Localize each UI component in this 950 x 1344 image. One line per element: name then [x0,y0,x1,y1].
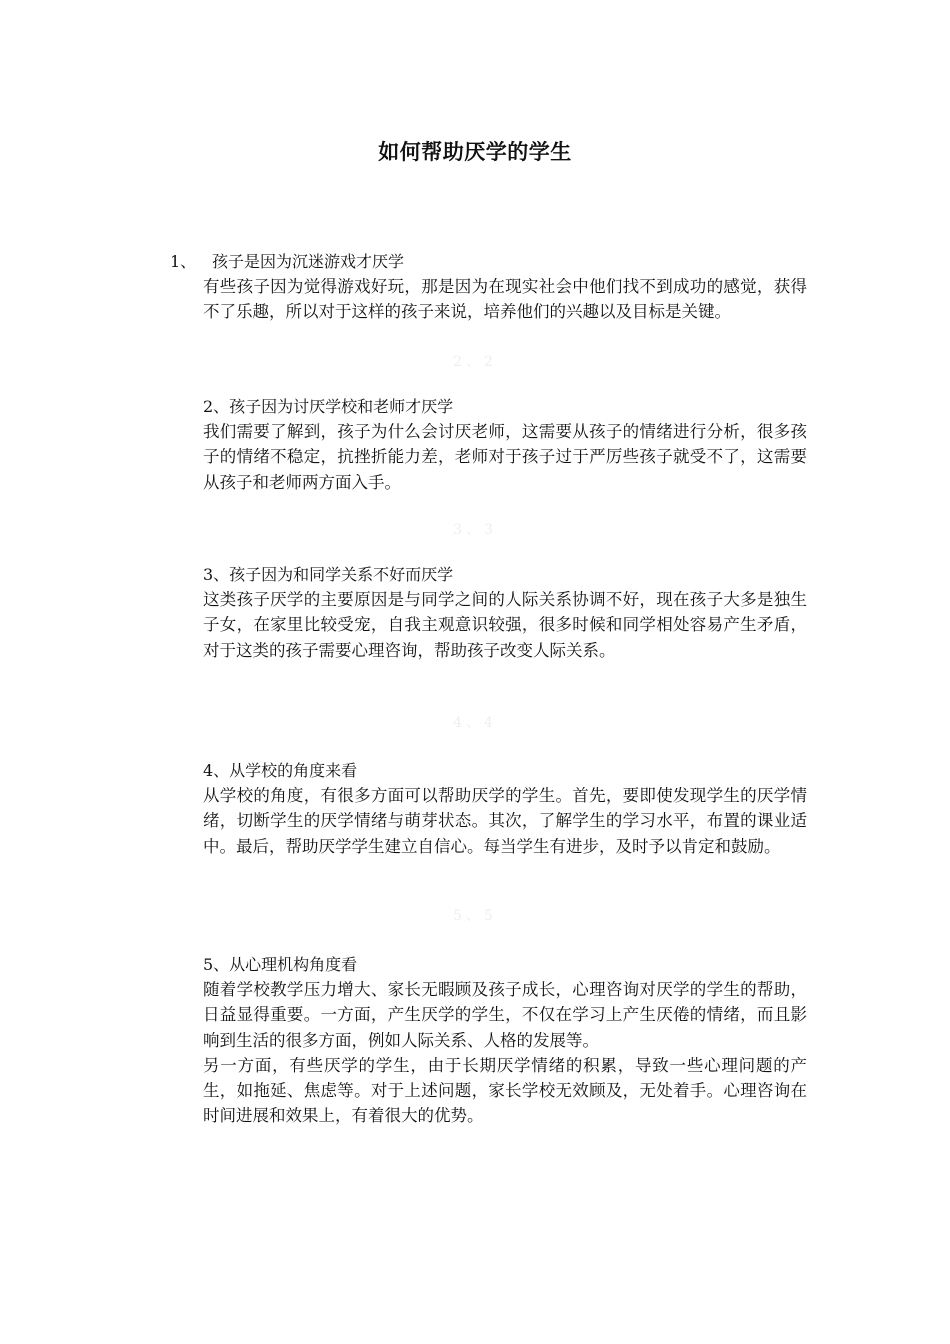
section-paragraph: 另一方面，有些厌学的学生，由于长期厌学情绪的积累，导致一些心理问题的产生，如拖延、焦虑等。对于上述问题，家长学校无效顾及，无处着手。心理咨询在时间进展和效果上，有着很大的优势。 [203,1055,807,1126]
section-paragraph: 有些孩子因为觉得游戏好玩，那是因为在现实社会中他们找不到成功的感觉，获得不了乐趣，所以对于这样的孩子来说，培养他们的兴趣以及目标是关键。 [203,277,807,322]
section-heading: 5、从心理机构角度看 [203,955,358,974]
faint-mark: 5、5 [453,908,497,924]
section-2 [203,394,807,495]
section-heading: 3、孩子因为和同学关系不好而厌学 [203,565,454,584]
document-title: 如何帮助厌学的学生 [378,140,572,164]
section-heading: 4、从学校的角度来看 [203,761,358,780]
section-heading [170,249,774,274]
section-paragraph: 从学校的角度，有很多方面可以帮助厌学的学生。首先，要即使发现学生的厌学情绪，切断学生的厌学情绪与萌芽状态。其次，了解学生的学习水平，布置的课业适中。最后，帮助厌学学生建立自信心。每当学生有进步，及时予以肯定和鼓励。 [203,786,807,856]
section-1 [170,249,807,325]
section-5 [203,952,807,1129]
section-paragraph: 随着学校教学压力增大、家长无暇顾及孩子成长，心理咨询对厌学的学生的帮助，日益显得重要。一方面，产生厌学的学生，不仅在学习上产生厌倦的情绪，而且影响到生活的很多方面，例如人际关系、人格的发展等。 [203,980,807,1050]
faint-mark: 2、2 [453,354,497,370]
section-3 [203,562,807,663]
faint-mark: 3、3 [453,522,497,538]
section-4 [203,758,807,859]
section-number: 1、 [170,252,197,271]
section-heading: 2、孩子因为讨厌学校和老师才厌学 [203,397,454,416]
section-paragraph: 我们需要了解到，孩子为什么会讨厌老师，这需要从孩子的情绪进行分析，很多孩子的情绪不稳定，抗挫折能力差，老师对于孩子过于严厉些孩子就受不了，这需要从孩子和老师两方面入手。 [203,422,807,492]
section-heading-text: 孩子是因为沉迷游戏才厌学 [212,252,405,271]
section-paragraph: 这类孩子厌学的主要原因是与同学之间的人际关系协调不好，现在孩子大多是独生子女，在家里比较受宠，自我主观意识较强，很多时候和同学相处容易产生矛盾，对于这类的孩子需要心理咨询，帮助孩子改变人际关系。 [203,590,807,660]
faint-mark: 4、4 [453,715,497,731]
